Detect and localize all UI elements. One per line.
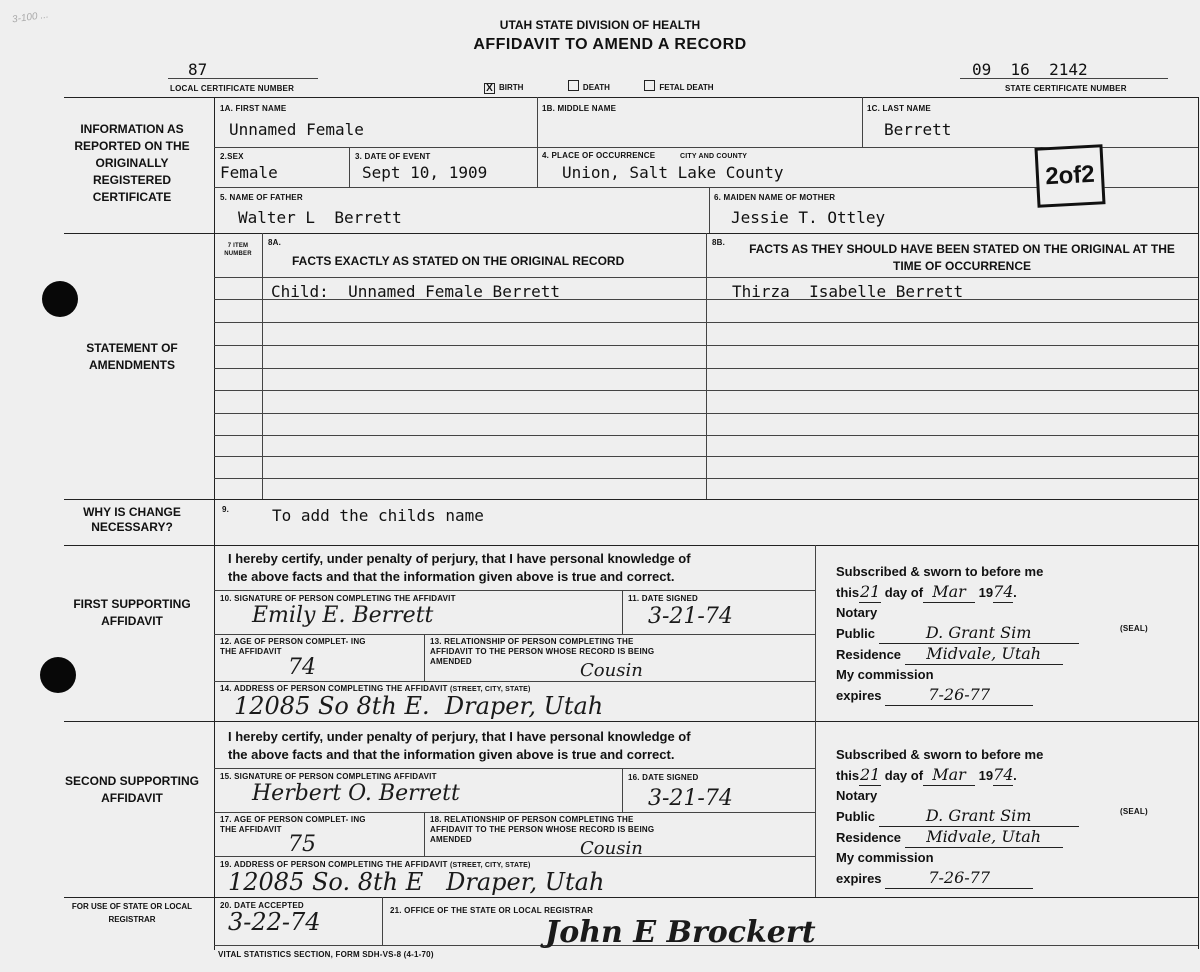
affidavit2-signature: Herbert O. Berrett (252, 781, 460, 806)
father-value: Walter L Berrett (238, 208, 402, 227)
affidavit2-seal-label: (SEAL) (1120, 807, 1148, 816)
affidavit1-notary-block: Subscribed & sworn to before me this21 day of Mar 1974. Notary Public D. Grant Sim Residence Midvale, Utah My commission expires 7-26-77 (836, 562, 1079, 706)
affidavit1-address-label: 14. ADDRESS OF PERSON COMPLETING THE AFFIDAVIT (STREET, CITY, STATE) (220, 684, 531, 693)
sex-label: 2.SEX (220, 152, 244, 161)
local-cert-value: 87 (188, 60, 208, 79)
original-info-section-label: INFORMATION AS REPORTED ON THE ORIGINALLY REGISTERED CERTIFICATE (74, 122, 190, 204)
fetal-death-checkbox[interactable]: FETAL DEATH (644, 83, 713, 92)
why-section-label: WHY IS CHANGE NECESSARY? (83, 505, 181, 534)
punch-hole-top (42, 281, 78, 317)
registrar-section-label: FOR USE OF STATE OR LOCAL REGISTRAR (71, 902, 193, 924)
affidavit2-signature-label: 15. SIGNATURE OF PERSON COMPLETING AFFIDAVIT (220, 772, 437, 781)
state-cert-label: STATE CERTIFICATE NUMBER (1005, 84, 1127, 93)
why-number: 9. (222, 505, 230, 514)
record-type-checkboxes (484, 80, 714, 94)
registrar-office-label: 21. OFFICE OF THE STATE OR LOCAL REGISTRAR (390, 906, 594, 915)
col-a-header: FACTS EXACTLY AS STATED ON THE ORIGINAL RECORD (292, 254, 625, 268)
affidavit1-signature-label: 10. SIGNATURE OF PERSON COMPLETING THE AFFIDAVIT (220, 594, 456, 603)
sex-value: Female (220, 163, 278, 182)
place-value: Union, Salt Lake County (562, 163, 784, 182)
date-of-event-label: 3. DATE OF EVENT (355, 152, 431, 161)
mother-label: 6. MAIDEN NAME OF MOTHER (714, 193, 836, 202)
affidavit2-relationship-label: 18. RELATIONSHIP OF PERSON COMPLETING THE AFFIDAVIT TO THE PERSON WHOSE RECORD IS BEING AMENDED (430, 815, 655, 844)
col-a-number: 8A. (268, 238, 282, 247)
page-stamp: 2of2 (1034, 144, 1105, 207)
affidavit2-date-value: 3-21-74 (648, 786, 733, 811)
affidavit1-relationship-label: 13. RELATIONSHIP OF PERSON COMPLETING THE AFFIDAVIT TO THE PERSON WHOSE RECORD IS BEING AMENDED (430, 637, 655, 666)
amendments-section-label: STATEMENT OF AMENDMENTS (86, 341, 178, 372)
punch-hole-bottom (40, 657, 76, 693)
col-b-number: 8B. (712, 238, 726, 247)
place-sub-label: CITY AND COUNTY (680, 153, 748, 160)
local-cert-label: LOCAL CERTIFICATE NUMBER (170, 84, 295, 93)
affidavit2-address-label: 19. ADDRESS OF PERSON COMPLETING THE AFFIDAVIT (STREET, CITY, STATE) (220, 860, 531, 869)
affidavit1-date-label: 11. DATE SIGNED (628, 594, 698, 603)
death-checkbox[interactable]: DEATH (568, 83, 610, 92)
birth-check-mark: X (484, 83, 495, 94)
affidavit2-age-label: 17. AGE OF PERSON COMPLET- ING THE AFFIDAVIT (220, 815, 366, 834)
amendment-row-corrected: Thirza Isabelle Berrett (732, 282, 964, 301)
date-of-event-value: Sept 10, 1909 (362, 163, 488, 182)
affidavit1-address-value: 12085 So 8th E. Draper, Utah (234, 692, 604, 720)
item-number-label: 7 ITEM NUMBER (224, 243, 252, 257)
affidavit2-certify-text: I hereby certify, under penalty of perjury, that I have personal knowledge of the above facts and that the information given above is true and correct. (228, 729, 691, 762)
affidavit2-date-label: 16. DATE SIGNED (628, 773, 699, 782)
affidavit1-age-label: 12. AGE OF PERSON COMPLET- ING THE AFFIDAVIT (220, 637, 366, 656)
state-cert-value: 09 16 2142 (972, 60, 1088, 79)
first-name-label: 1A. FIRST NAME (220, 104, 287, 113)
col-b-header: FACTS AS THEY SHOULD HAVE BEEN STATED ON THE ORIGINAL AT THE TIME OF OCCURRENCE (749, 242, 1175, 273)
date-accepted-label: 20. DATE ACCEPTED (220, 901, 304, 910)
affidavit2-section-label: SECOND SUPPORTING AFFIDAVIT (64, 774, 199, 805)
form-title: AFFIDAVIT TO AMEND A RECORD (473, 36, 747, 53)
registrar-signature: John E Brockert (545, 915, 816, 950)
affidavit1-relationship-value: Cousin (580, 660, 643, 681)
birth-checkbox[interactable]: X BIRTH (484, 83, 523, 92)
form-footer: VITAL STATISTICS SECTION, FORM SDH-VS-8 (4-1-70) (218, 950, 434, 959)
last-name-value: Berrett (884, 120, 952, 139)
affidavit2-address-value: 12085 So. 8th E Draper, Utah (228, 868, 605, 896)
first-name-value: Unnamed Female (229, 120, 364, 139)
affidavit1-certify-text: I hereby certify, under penalty of perjury, that I have personal knowledge of the above facts and that the information given above is true and correct. (228, 551, 691, 584)
agency-title: UTAH STATE DIVISION OF HEALTH (499, 18, 701, 32)
father-label: 5. NAME OF FATHER (220, 193, 303, 202)
amendment-row-original: Child: Unnamed Female Berrett (271, 282, 560, 301)
mother-value: Jessie T. Ottley (731, 208, 886, 227)
date-accepted-value: 3-22-74 (228, 908, 321, 936)
affidavit2-age-value: 75 (288, 832, 316, 857)
affidavit1-section-label: FIRST SUPPORTING AFFIDAVIT (73, 597, 191, 628)
affidavit1-age-value: 74 (288, 655, 316, 680)
middle-name-label: 1B. MIDDLE NAME (542, 104, 617, 113)
affidavit2-notary-block: Subscribed & sworn to before me this21 day of Mar 1974. Notary Public D. Grant Sim Residence Midvale, Utah My commission expires 7-26-77 (836, 745, 1079, 889)
affidavit1-seal-label: (SEAL) (1120, 624, 1148, 633)
last-name-label: 1C. LAST NAME (867, 104, 931, 113)
place-label: 4. PLACE OF OCCURRENCE (542, 151, 656, 160)
margin-note: 3-100 ... (11, 9, 50, 26)
why-value: To add the childs name (272, 506, 484, 525)
affidavit1-date-value: 3-21-74 (648, 604, 733, 629)
affidavit2-relationship-value: Cousin (580, 838, 643, 859)
affidavit1-signature: Emily E. Berrett (252, 603, 434, 628)
